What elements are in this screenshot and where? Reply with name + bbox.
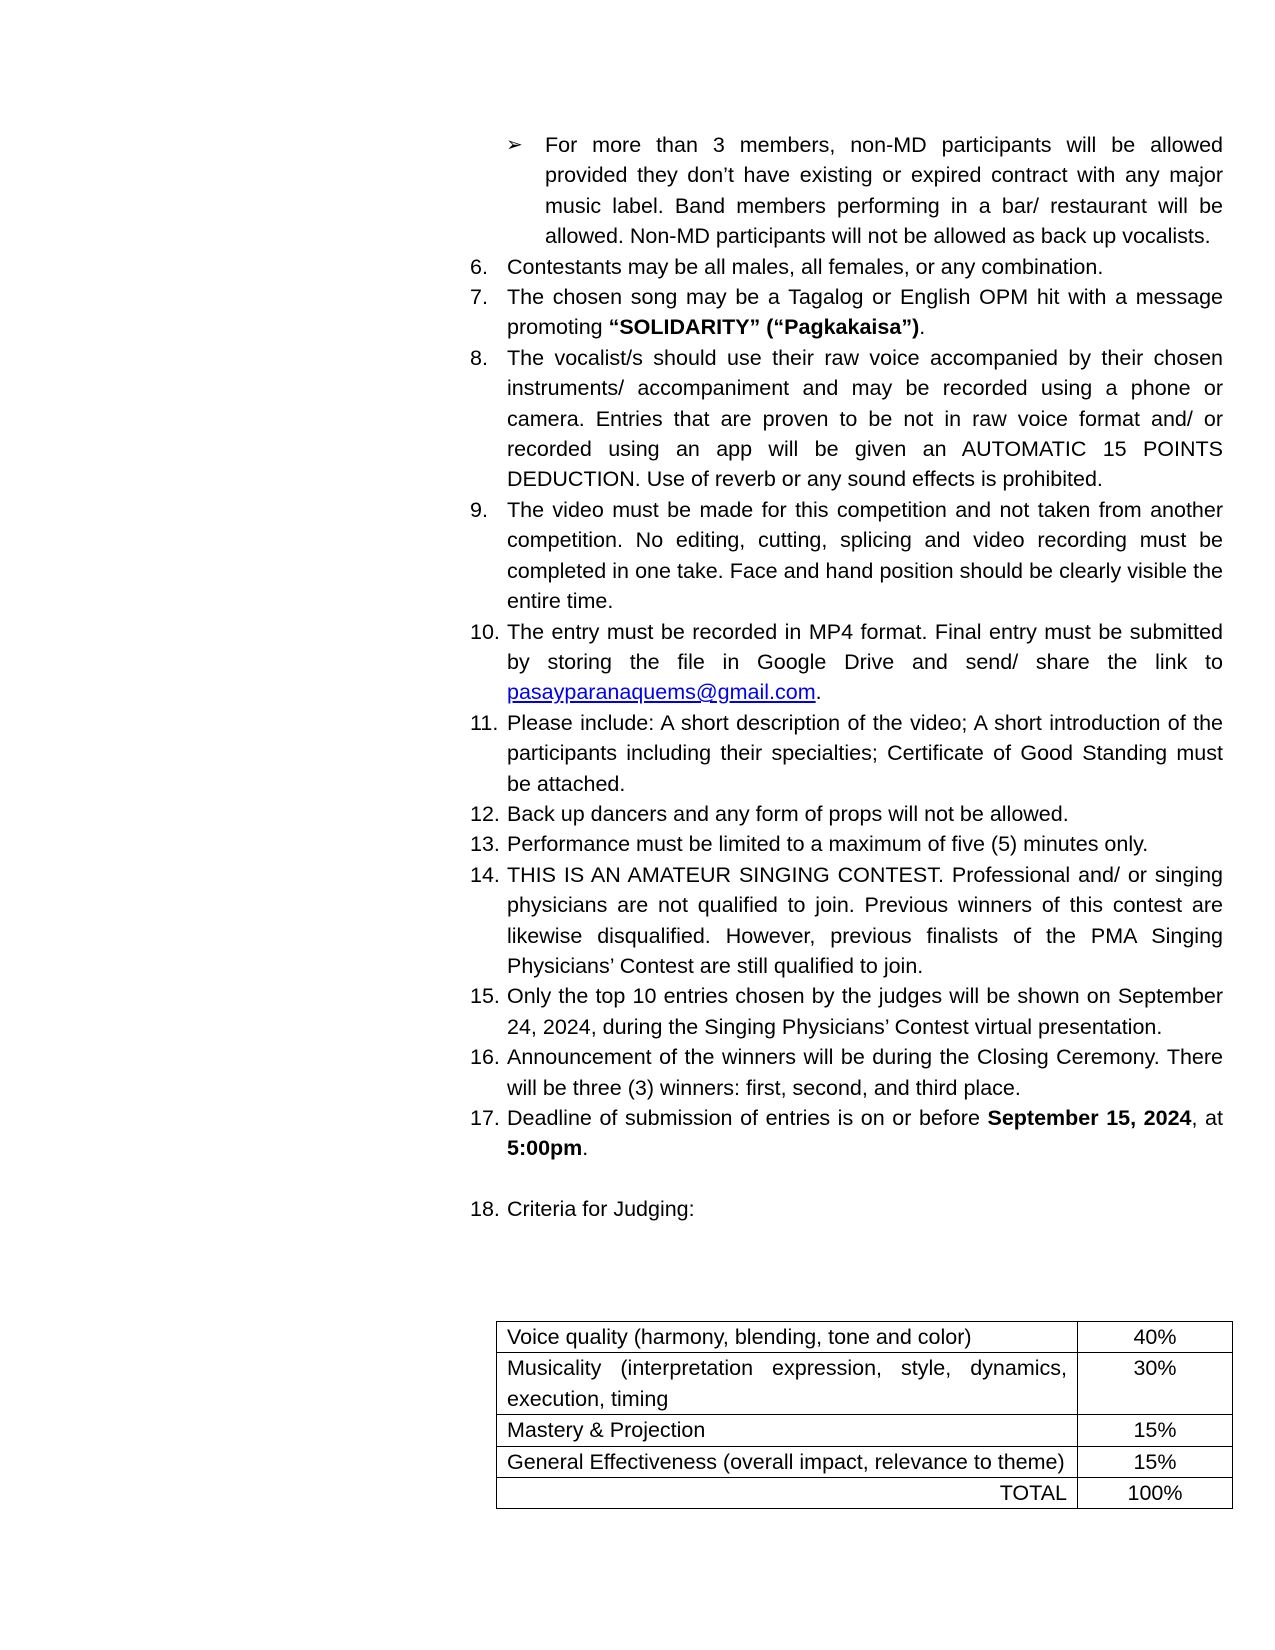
criteria-percent: 15% — [1078, 1446, 1233, 1477]
total-label: TOTAL — [497, 1478, 1078, 1509]
rule-item-10 — [470, 617, 1223, 708]
rule-item-13 — [470, 829, 1223, 859]
rule-number: 15. — [470, 984, 500, 1009]
rule-number: 16. — [470, 1045, 500, 1070]
rule-text: The chosen song may be a Tagalog or English OPM hit with a message promoting — [507, 285, 1223, 340]
rule-item-7 — [470, 282, 1223, 343]
rule-item-8 — [470, 343, 1223, 495]
criteria-label: Voice quality (harmony, blending, tone and color) — [497, 1322, 1078, 1353]
rule-number: 10. — [470, 619, 500, 644]
criteria-label: Mastery & Projection — [497, 1415, 1078, 1446]
bullet-item-band-members — [470, 130, 1223, 252]
deadline-time: 5:00pm — [507, 1136, 583, 1161]
rule-item-14 — [470, 860, 1223, 982]
rule-text: Performance must be limited to a maximum of five (5) minutes only. — [507, 832, 1149, 857]
rule-text: Back up dancers and any form of props will not be allowed. — [507, 801, 1069, 826]
criteria-percent: 30% — [1078, 1353, 1233, 1415]
rule-number: 9. — [470, 497, 488, 522]
rule-text: THIS IS AN AMATEUR SINGING CONTEST. Professional and/ or singing physicians are not qualified to join. Previous winners of this contest are likewise disqualified. However, previous finalists of the PMA Singing Physicians’ Contest are still qualified to join. — [507, 862, 1223, 978]
criteria-label: Musicality (interpretation expression, style, dynamics, execution, timing — [497, 1353, 1078, 1415]
rule-text-end: . — [582, 1136, 589, 1161]
rule-text: The vocalist/s should use their raw voice accompanied by their chosen instruments/ accompaniment and may be recorded using a phone or camera. Entries that are proven to be not in raw voice format and/ or recorded using an app will be given an AUTOMATIC 15 POINTS DEDUCTION. Use of reverb or any sound effects is prohibited. — [507, 345, 1223, 492]
rule-number: 14. — [470, 862, 500, 887]
rule-item-11 — [470, 708, 1223, 799]
table-row — [497, 1415, 1233, 1446]
rule-text-mid: , at — [1191, 1106, 1223, 1130]
rule-text-end: . — [919, 315, 926, 340]
criteria-table — [496, 1321, 1233, 1509]
email-link[interactable]: pasayparanaquems@gmail.com — [507, 680, 816, 705]
rule-item-16 — [470, 1042, 1223, 1103]
rule-item-6 — [470, 252, 1223, 282]
arrow-bullet-icon: ➢ — [506, 134, 523, 156]
deadline-date: September 15, 2024 — [987, 1106, 1192, 1130]
rule-item-12 — [470, 799, 1223, 829]
table-row — [497, 1322, 1233, 1353]
rule-item-18 — [470, 1194, 1223, 1224]
rule-item-15 — [470, 981, 1223, 1042]
rule-text: Contestants may be all males, all females, or any combination. — [507, 254, 1104, 279]
rule-number: 17. — [470, 1106, 500, 1130]
rule-item-9 — [470, 495, 1223, 617]
rules-list — [470, 130, 1223, 1225]
rule-text: The entry must be recorded in MP4 format. Final entry must be submitted by storing the file in Google Drive and send/ share the link to — [507, 619, 1223, 674]
rule-item-17 — [470, 1103, 1223, 1164]
rule-text: Deadline of submission of entries is on or before — [507, 1106, 988, 1130]
rule-number: 12. — [470, 801, 500, 826]
rule-number: 7. — [470, 285, 488, 310]
rule-number: 18. — [470, 1197, 500, 1222]
criteria-percent: 40% — [1078, 1322, 1233, 1353]
criteria-label: General Effectiveness (overall impact, relevance to theme) — [497, 1446, 1078, 1477]
rule-text: Announcement of the winners will be during the Closing Ceremony. There will be three (3) winners: first, second, and third place. — [507, 1045, 1223, 1100]
table-row — [497, 1353, 1233, 1415]
table-row — [497, 1446, 1233, 1477]
rule-text: The video must be made for this competition and not taken from another competition. No editing, cutting, splicing and video recording must be completed in one take. Face and hand position should be clearly visible the entire time. — [507, 497, 1223, 614]
bullet-text: For more than 3 members, non-MD participants will be allowed provided they don’t have existing or expired contract with any major music label. Band members performing in a bar/ restaurant will be allowed. Non-MD participants will not be allowed as back up vocalists. — [545, 133, 1223, 249]
rule-text: Criteria for Judging: — [507, 1197, 695, 1222]
rule-number: 11. — [470, 710, 499, 735]
rule-text-end: . — [815, 680, 822, 705]
rule-text: Only the top 10 entries chosen by the judges will be shown on September 24, 2024, during the Singing Physicians’ Contest virtual presentation. — [507, 984, 1223, 1039]
total-percent: 100% — [1078, 1478, 1233, 1509]
rule-text: Please include: A short description of the video; A short introduction of the participants including their specialties; Certificate of Good Standing must be attached. — [507, 710, 1223, 796]
rule-number: 6. — [470, 254, 488, 279]
table-total-row — [497, 1478, 1233, 1509]
rule-number: 8. — [470, 345, 488, 370]
rule-number: 13. — [470, 832, 500, 857]
rule-emphasis: “SOLIDARITY” (“Pagkakaisa”) — [608, 315, 920, 340]
criteria-percent: 15% — [1078, 1415, 1233, 1446]
